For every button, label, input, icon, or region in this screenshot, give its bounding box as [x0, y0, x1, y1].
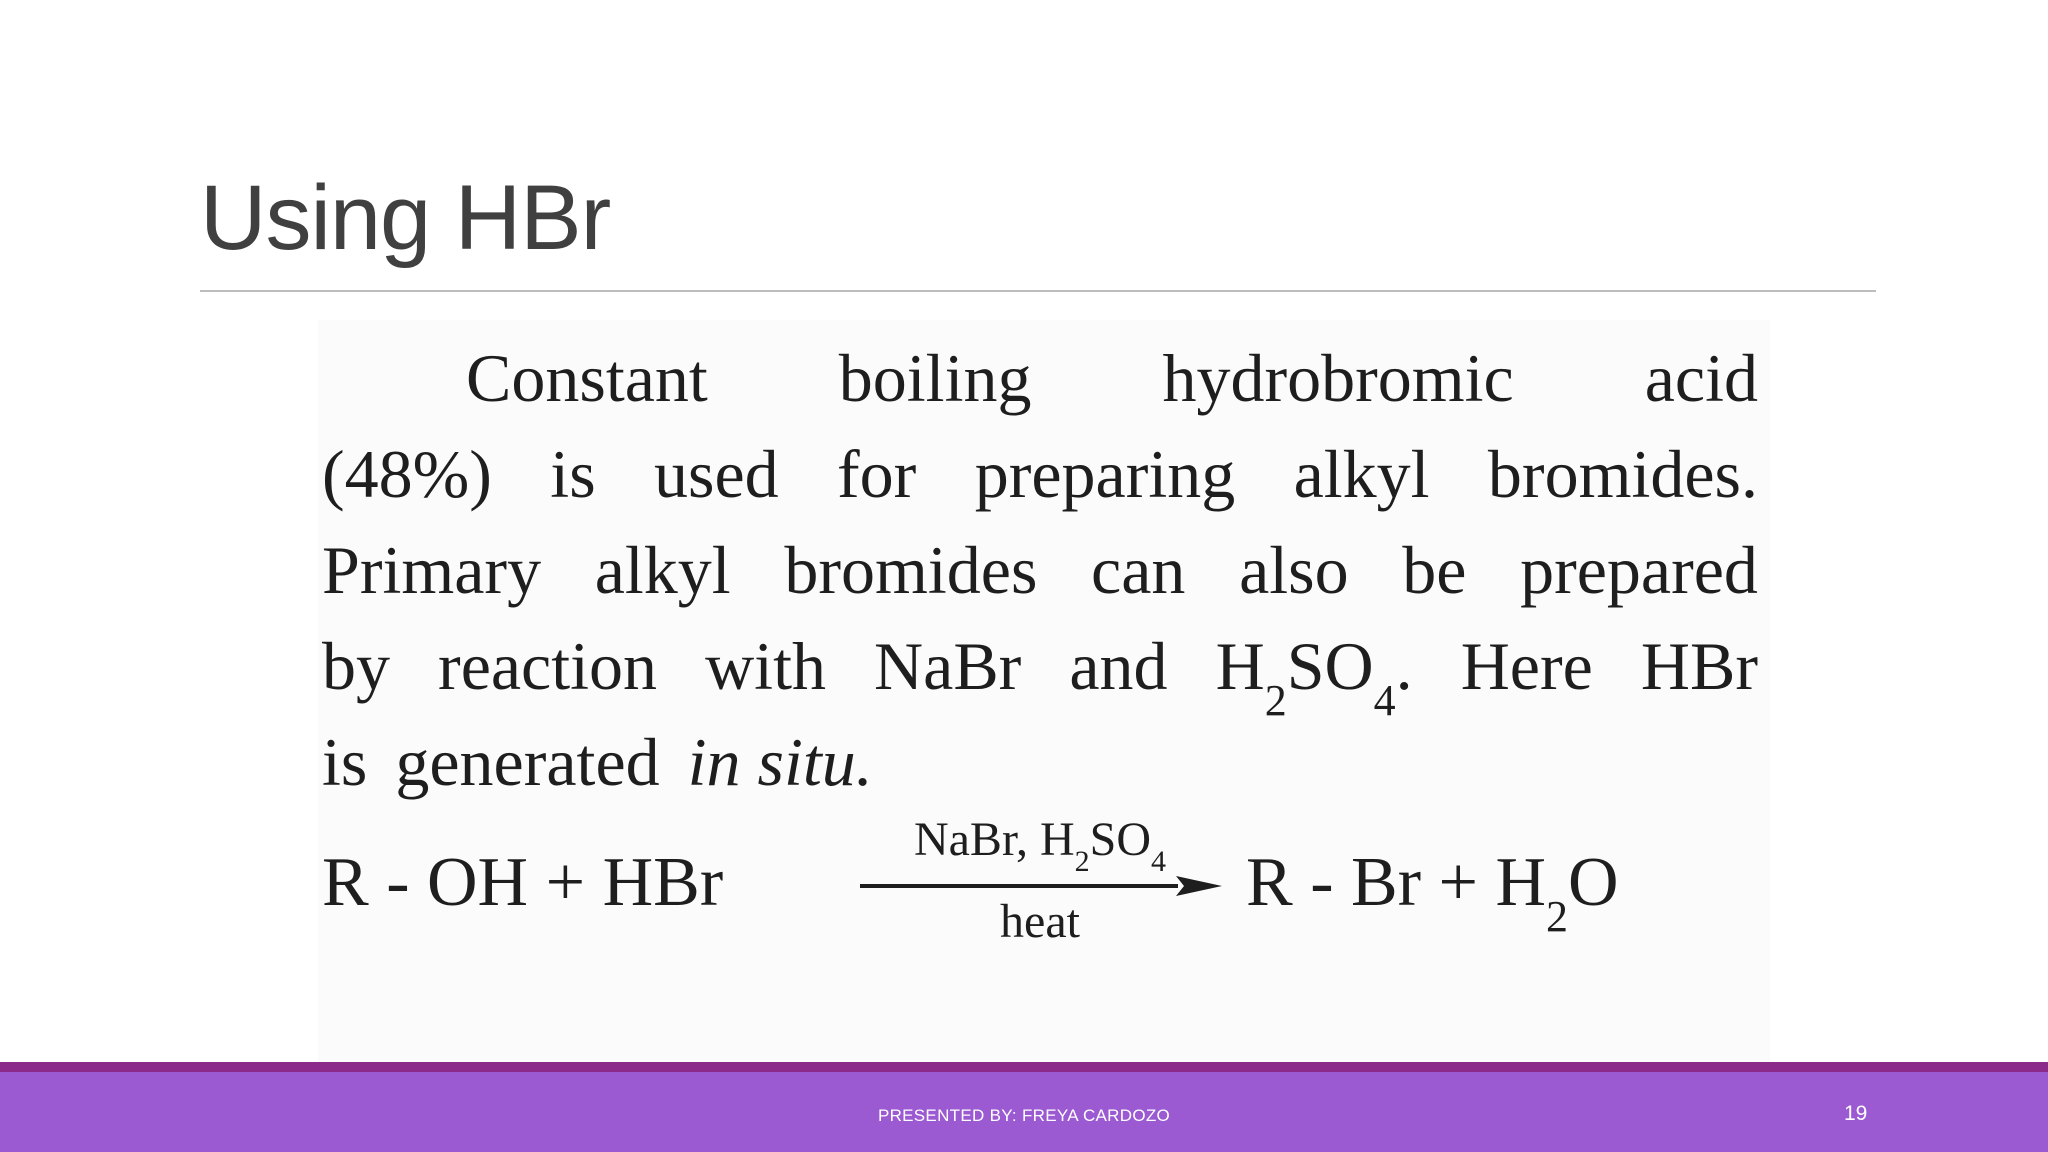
word: for: [837, 436, 917, 512]
reagent-text: NaBr, H: [913, 813, 1075, 866]
word: prepared: [1520, 532, 1758, 608]
product-text: O: [1568, 844, 1619, 921]
reagent-subscript: 2: [1074, 845, 1090, 878]
title-divider: [200, 290, 1876, 292]
word: boiling: [838, 340, 1032, 416]
equation-reactants: R - OH + HBr: [322, 844, 724, 921]
word: is: [322, 724, 368, 800]
formula-h: H: [1215, 628, 1265, 704]
textbook-paragraph: [322, 330, 1758, 810]
formula-period: .: [1395, 628, 1413, 704]
word: can: [1091, 532, 1186, 608]
word: HBr: [1640, 628, 1758, 704]
slide-title: Using HBr: [200, 167, 611, 269]
footer-accent-line: [0, 1062, 2048, 1072]
paragraph-line-4: [322, 618, 1758, 725]
formula-subscript: 4: [1373, 676, 1396, 725]
paragraph-line-3: [322, 522, 1758, 618]
footer-bar: [0, 1072, 2048, 1152]
word: preparing: [974, 436, 1236, 512]
word: and: [1069, 628, 1168, 704]
word: is: [550, 436, 596, 512]
word: hydrobromic: [1162, 340, 1514, 416]
word: be: [1402, 532, 1467, 608]
word: Constant: [466, 340, 708, 416]
word: alkyl: [1293, 436, 1430, 512]
word: acid: [1644, 340, 1758, 416]
product-text: R - Br + H: [1246, 844, 1547, 921]
slide-number: 19: [1844, 1102, 1868, 1125]
product-subscript: 2: [1546, 892, 1569, 941]
word: NaBr: [874, 628, 1022, 704]
reaction-arrow-icon: [858, 876, 1222, 896]
reagent-subscript: 4: [1151, 845, 1167, 878]
word: Primary: [322, 532, 542, 608]
reaction-equation: [322, 813, 1762, 976]
reaction-arrow-group: [858, 813, 1222, 966]
paragraph-line-5: [322, 714, 1758, 810]
formula-so: SO: [1286, 628, 1374, 704]
word: generated: [395, 724, 660, 800]
word: bromides.: [1487, 436, 1758, 512]
word: used: [654, 436, 779, 512]
reagent-text: SO: [1089, 813, 1152, 866]
word: (48%): [322, 436, 492, 512]
paragraph-line-1: [322, 330, 1758, 426]
word: with: [705, 628, 826, 704]
word: also: [1239, 532, 1349, 608]
equation-products: [1246, 844, 1619, 941]
formula-subscript: 2: [1264, 676, 1287, 725]
paragraph-line-2: [322, 426, 1758, 522]
presenter-credit: PRESENTED BY: FREYA CARDOZO: [877, 1106, 1171, 1125]
word: by: [322, 628, 390, 704]
word: reaction: [438, 628, 658, 704]
sulfuric-acid-formula: [1215, 618, 1413, 725]
word-italic: in situ.: [687, 724, 873, 800]
word: alkyl: [594, 532, 731, 608]
reaction-conditions-reagents: [858, 813, 1222, 878]
word: bromides: [784, 532, 1038, 608]
word: Here: [1460, 628, 1593, 704]
reaction-conditions-heat: heat: [1000, 895, 1080, 948]
